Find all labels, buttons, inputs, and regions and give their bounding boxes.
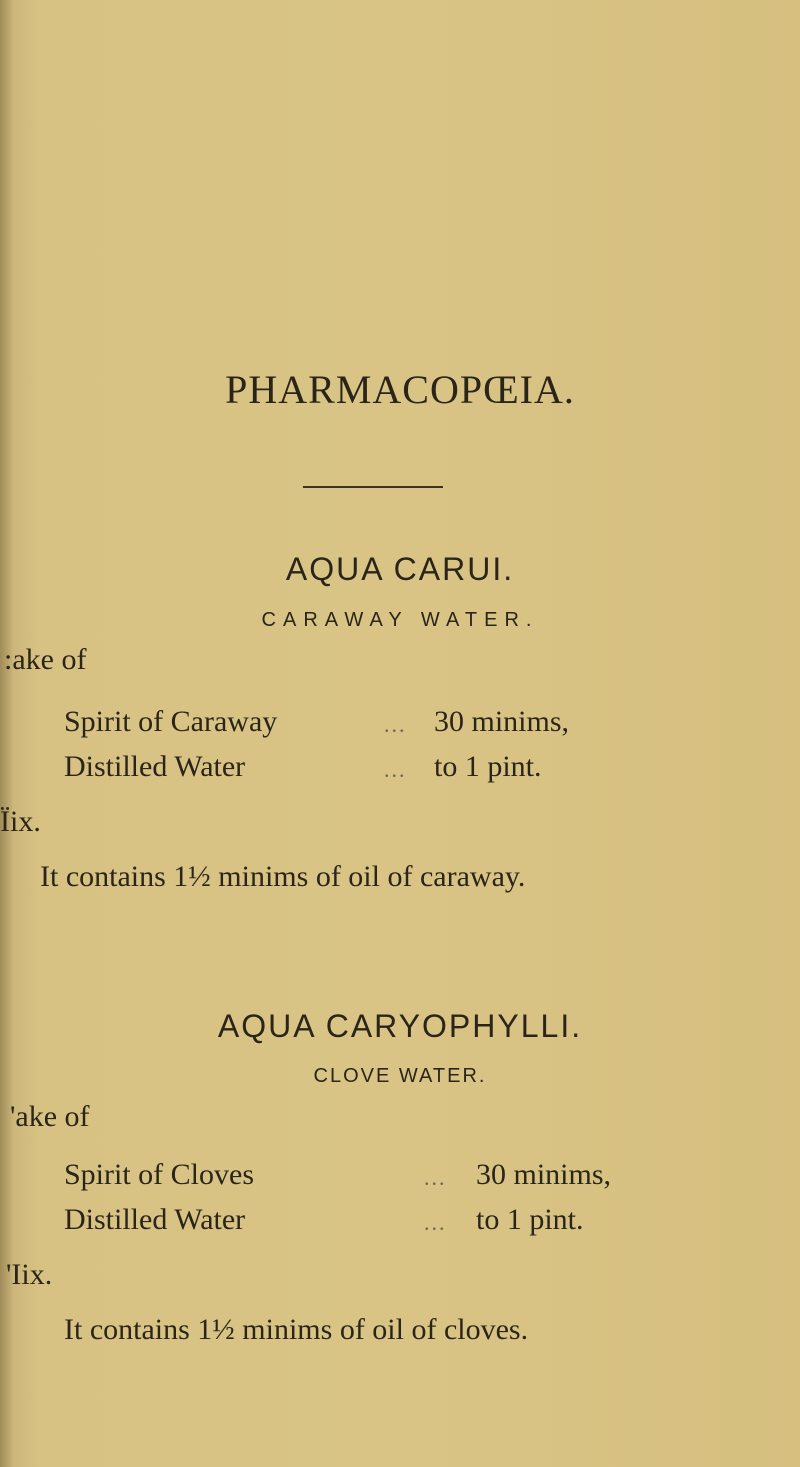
dot-leader: ... xyxy=(424,1210,447,1235)
dot-leader: ... xyxy=(424,1165,447,1190)
mix-label: 'Iix. xyxy=(6,1258,53,1291)
ingredient-name: Spirit of Caraway xyxy=(64,705,278,738)
take-of-label: 'ake of xyxy=(10,1100,90,1133)
recipe-title: AQUA CARUI. xyxy=(285,551,515,587)
mix-label: Ïix. xyxy=(0,805,41,838)
ingredient-name: Distilled Water xyxy=(64,750,246,783)
recipe-note: It contains 1½ minims of oil of cloves. xyxy=(64,1313,529,1346)
recipe-note: It contains 1½ minims of oil of caraway. xyxy=(40,860,526,893)
ingredient-amount: 30 minims, xyxy=(476,1158,612,1191)
take-of-label: :ake of xyxy=(4,643,87,676)
ingredient-name: Spirit of Cloves xyxy=(64,1158,255,1191)
running-head: PHARMACOPŒIA. xyxy=(225,367,575,412)
recipe-subtitle: CARAWAY WATER. xyxy=(261,609,539,631)
dot-leader: ... xyxy=(384,757,407,782)
recipe-subtitle: CLOVE WATER. xyxy=(313,1065,487,1087)
page-gutter-shadow xyxy=(0,0,12,1467)
ingredient-amount: to 1 pint. xyxy=(476,1203,584,1236)
dot-leader: ... xyxy=(384,712,407,737)
ingredient-amount: to 1 pint. xyxy=(434,750,542,783)
ingredient-amount: 30 minims, xyxy=(434,705,570,738)
ingredient-name: Distilled Water xyxy=(64,1203,246,1236)
recipe-title: AQUA CARYOPHYLLI. xyxy=(217,1008,583,1044)
header-rule xyxy=(303,486,443,488)
